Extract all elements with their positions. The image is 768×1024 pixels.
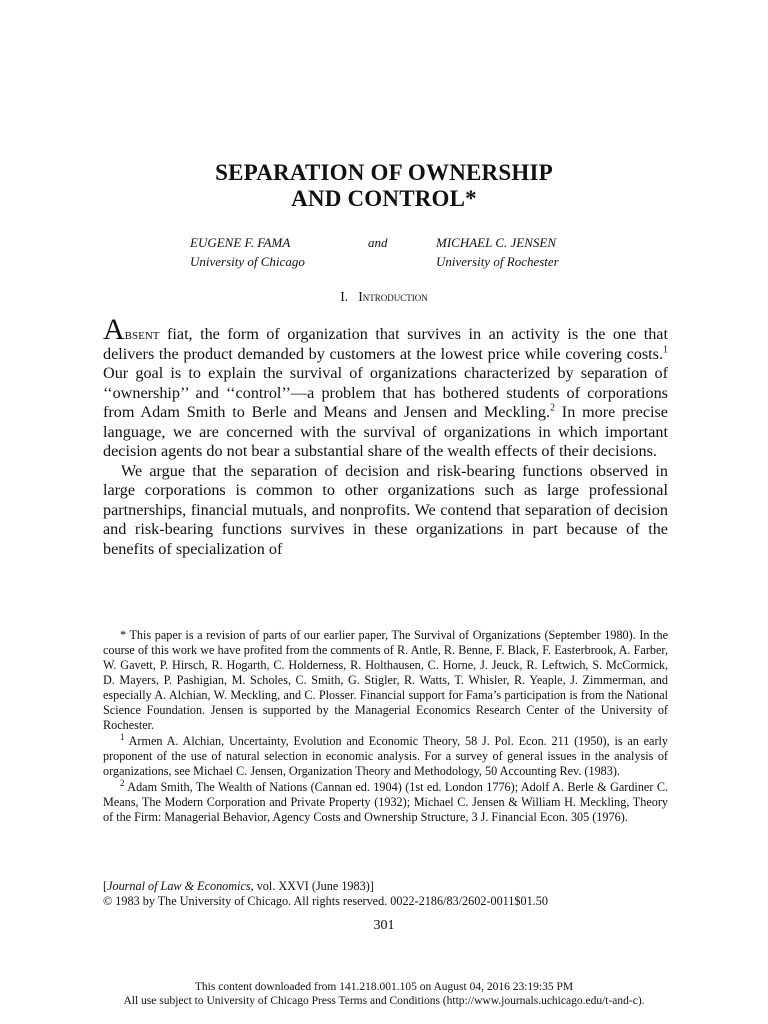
paragraph-text: In more precise language, we are concerned with the survival of organizations in which important decision agents do not bear a substantial share of the wealth effects of their decisions. [103,403,668,460]
author-name: EUGENE F. FAMA [190,235,291,250]
copyright-line: © 1983 by The University of Chicago. All rights reserved. 0022-2186/83/2602-0011$01.50 [103,894,548,908]
author-block [0,233,768,273]
footnotes [103,628,668,826]
author-conjunction: and [368,235,388,250]
body-text [103,313,668,559]
footnote-text: This paper is a revision of parts of our earlier paper, The Survival of Organizations (September 1980). In the course of this work we have profited from the comments of R. Antle, R. Benne, F. Black, F. Easterbrook, A. Farber, W. Gavett, P. Hirsch, R. Hogarth, C. Holderness, R. Holthausen, C. Horne, J. Jeuck, R. Leftwich, S. McCormick, D. Mayers, P. Pashigian, M. Scholes, C. Smith, G. Stigler, R. Watts, T. Whisler, R. Yeaple, J. Zimmerman, and especially A. Alchian, W. Meckling, and C. Plosser. Financial support for Fama’s participation is from the National Science Foundation. Jensen is supported by the Managerial Economics Research Center of the University of Rochester. [103,628,668,732]
paragraph-1 [103,313,668,462]
page-number: 301 [373,918,395,933]
footnote-text: Armen A. Alchian, Uncertainty, Evolution and Economic Theory, 58 J. Pol. Econ. 211 (1950), is an early proponent of the use of natural selection in economic analysis. For a survey of general issues in the analysis of organizations, see Michael C. Jensen, Organization Theory and Methodology, 50 Accounting Rev. (1983). [103,734,669,778]
author-affiliation: University of Rochester [436,254,559,269]
section-title: Introduction [358,289,428,304]
journal-line [103,879,668,894]
footnote-star [103,628,668,733]
opening-small-caps: bsent [124,325,160,343]
section-heading [0,289,768,305]
author-jensen [436,233,559,271]
footnote-2 [103,777,668,825]
journal-bracket: [ [103,879,108,893]
journal-name: Journal of Law & Economics, [107,879,254,893]
download-line-1: This content downloaded from 141.218.001.105 on August 04, 2016 23:19:35 PM [194,981,574,993]
title-line-2: AND CONTROL* [291,186,477,211]
footnote-ref-2[interactable]: 2 [550,402,555,414]
paragraph-2: We argue that the separation of decision and risk-bearing functions observed in large corporations is common to other organizations such as large professional partnerships, financial mutuals, and nonprofits. We contend that separation of decision and risk-bearing functions survives in these organizations in part because of the benefits of specialization of [103,461,668,558]
footnote-1 [103,731,669,779]
download-line-2[interactable]: All use subject to University of Chicago Press Terms and Conditions (http://www.journals.uchicago.edu/t-and-c). [123,995,645,1007]
paragraph-text: Our goal is to explain the survival of organizations characterized by separation of ‘‘ownership’’ and ‘‘control’’—a problem that has bothered students of corporations from Adam Smith to Berle and Means and Jensen and Meckling. [103,364,668,421]
title-line-1: SEPARATION OF OWNERSHIP [215,160,553,185]
footnote-mark: 1 [120,731,125,742]
footnote-ref-1[interactable]: 1 [663,344,668,356]
author-name: MICHAEL C. JENSEN [436,235,557,250]
footnote-mark: 2 [120,777,125,788]
paragraph-text: fiat, the form of organization that survives in an activity is the one that delivers the product demanded by customers at the lowest price while covering costs. [103,325,668,363]
download-note [0,980,768,1008]
author-affiliation: University of Chicago [190,254,305,269]
journal-volume: vol. XXVI (June 1983)] [253,879,374,893]
author-fama [190,233,305,271]
section-number: I. [340,289,349,304]
footnote-text: Adam Smith, The Wealth of Nations (Cannan ed. 1904) (1st ed. London 1776); Adolf A. Berle & Gardiner C. Means, The Modern Corporation and Private Property (1932); Michael C. Jensen & William H. Meckling, Theory of the Firm: Managerial Behavior, Agency Costs and Ownership Structure, 3 J. Financial Econ. 305 (1976). [103,780,668,824]
paper-title [0,160,768,212]
drop-cap: A [103,313,125,346]
journal-citation [103,879,668,909]
footnote-mark: * [120,628,127,642]
